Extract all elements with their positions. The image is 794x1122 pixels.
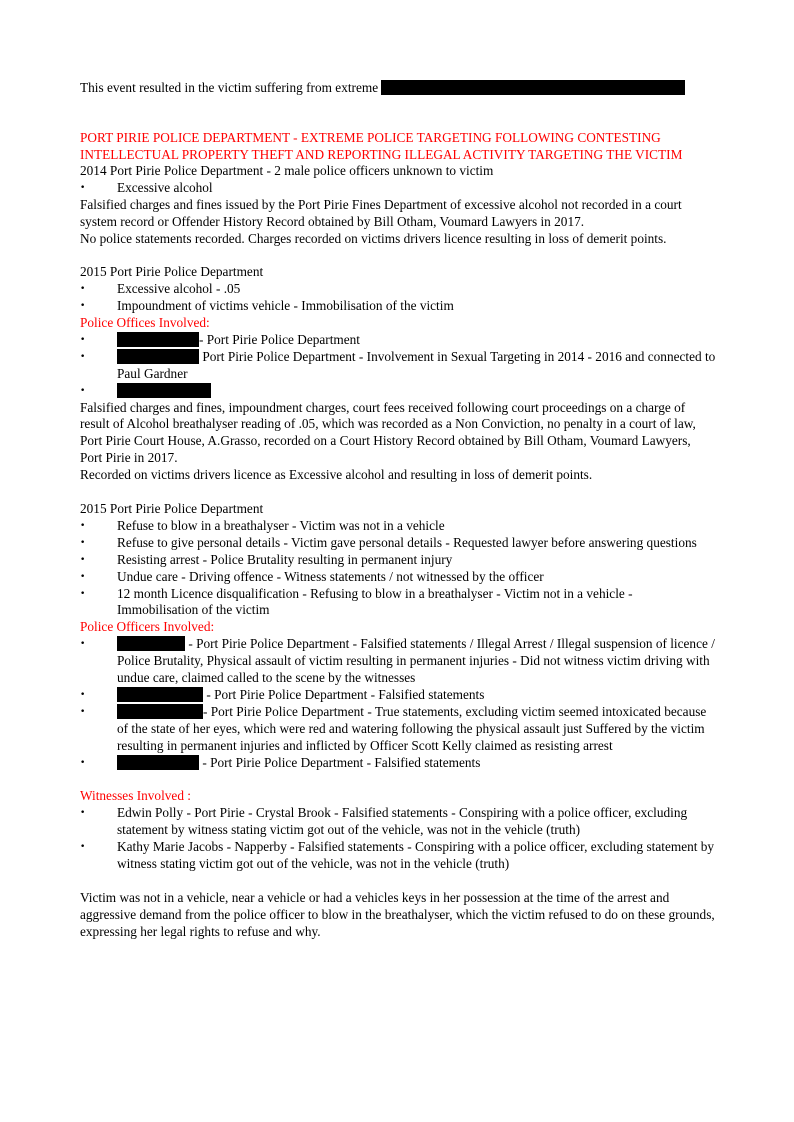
list-item: • - Port Pirie Police Department - Falsified statements / Illegal Arrest / Illegal suspension of licence / Police Brutality, Physical assault of victim resulting in permanent injuries - Did not witness victim driving with undue care, claimed called to the scene by the witnesses (80, 636, 715, 686)
officers-label: Police Offices Involved: (80, 315, 210, 331)
list-item: • Excessive alcohol - .05 (80, 281, 241, 297)
list-item: • - Port Pirie Police Department - Falsified statements (80, 686, 485, 702)
officers-label: Police Officers Involved: (80, 619, 215, 635)
section-2015b-bullets (80, 518, 716, 619)
list-item: • (80, 383, 716, 400)
section-2014-title: 2014 Port Pirie Police Department - 2 male police officers unknown to victim (80, 162, 494, 178)
section-2014-bullets (80, 180, 716, 197)
section-2015a-paragraph-2: Recorded on victims drivers licence as Excessive alcohol and resulting in loss of demerit points. (80, 467, 593, 483)
section-2014-paragraph-2: No police statements recorded. Charges recorded on victims drivers licence resulting in loss of demerit points. (80, 230, 667, 246)
list-item: • Port Pirie Police Department - Involvement in Sexual Targeting in 2014 - 2016 and connected to Paul Gardner (80, 348, 716, 381)
closing-paragraph: Victim was not in a vehicle, near a vehicle or had a vehicles keys in her possession at the time of the arrest and aggressive demand from the police officer to blow in the breathalyser, which the victim refused to do on these grounds, expressing her legal rights to refuse and why. (80, 889, 715, 939)
section-2015a-officers (80, 332, 716, 400)
section-2015a-title: 2015 Port Pirie Police Department (80, 264, 264, 280)
section-2015a-paragraph-1: Falsified charges and fines, impoundment charges, court fees received following court proceedings on a charge of result of Alcohol breathalyser reading of .05, which was recorded as a Non Conviction, no penalty in a court of law, Port Pirie Court House, A.Grasso, recorded on a Court History Record obtained by Bill Otham, Voumard Lawyers, Port Pirie in 2017. (80, 399, 696, 466)
redaction-bar (117, 332, 199, 347)
intro-line: This event resulted in the victim suffering from extreme (80, 80, 716, 97)
section-2014-paragraph-1: Falsified charges and fines issued by the Port Pirie Fines Department of excessive alcohol not recorded in a court system record or Offender History Record obtained by Bill Otham, Voumard Lawyers in 2017. (80, 196, 682, 229)
witnesses-list (80, 805, 716, 873)
redaction-bar (117, 755, 199, 770)
list-item: • Kathy Marie Jacobs - Napperby - Falsified statements - Conspiring with a police officer, excluding statement by witness stating victim got out of the vehicle, was not in the vehicle (truth) (80, 839, 715, 872)
list-item: • 12 month Licence disqualification - Refusing to blow in a breathalyser - Victim not in a vehicle - Immobilisation of the victim (80, 585, 633, 618)
redaction-bar (117, 687, 203, 702)
section-2015a-bullets (80, 281, 716, 315)
witnesses-label: Witnesses Involved : (80, 788, 191, 804)
list-item: • Excessive alcohol (80, 179, 213, 195)
list-item: • Impoundment of victims vehicle - Immobilisation of the victim (80, 298, 454, 314)
section-2015b-officers (80, 636, 716, 771)
redaction-bar (117, 383, 211, 398)
list-item: • Refuse to blow in a breathalyser - Victim was not in a vehicle (80, 517, 445, 533)
section-heading: PORT PIRIE POLICE DEPARTMENT - EXTREME POLICE TARGETING FOLLOWING CONTESTING INTELLECTUAL PROPERTY THEFT AND REPORTING ILLEGAL ACTIVITY TARGETING THE VICTIM (80, 129, 683, 162)
redaction-bar (117, 636, 185, 651)
list-item: • - Port Pirie Police Department (80, 331, 361, 347)
document-page (80, 80, 716, 941)
redaction-bar (117, 704, 203, 719)
section-2015b-title: 2015 Port Pirie Police Department (80, 501, 264, 516)
list-item: • - Port Pirie Police Department - Falsified statements (80, 754, 481, 770)
list-item: • Refuse to give personal details - Victim gave personal details - Requested lawyer before answering questions (80, 534, 697, 550)
redaction-bar (117, 349, 199, 364)
list-item: • - Port Pirie Police Department - True statements, excluding victim seemed intoxicated because of the state of her eyes, which were red and watering following the physical assault just Suffered by the victim resulting in permanent injuries and inflicted by Officer Scott Kelly claimed as resisting arrest (80, 703, 707, 753)
list-item: • Undue care - Driving offence - Witness statements / not witnessed by the officer (80, 568, 544, 584)
redaction-bar (381, 80, 685, 95)
list-item: • Edwin Polly - Port Pirie - Crystal Brook - Falsified statements - Conspiring with a police officer, excluding statement by witness stating victim got out of the vehicle, was not in the vehicle (truth) (80, 805, 688, 838)
list-item: • Resisting arrest - Police Brutality resulting in permanent injury (80, 551, 453, 567)
